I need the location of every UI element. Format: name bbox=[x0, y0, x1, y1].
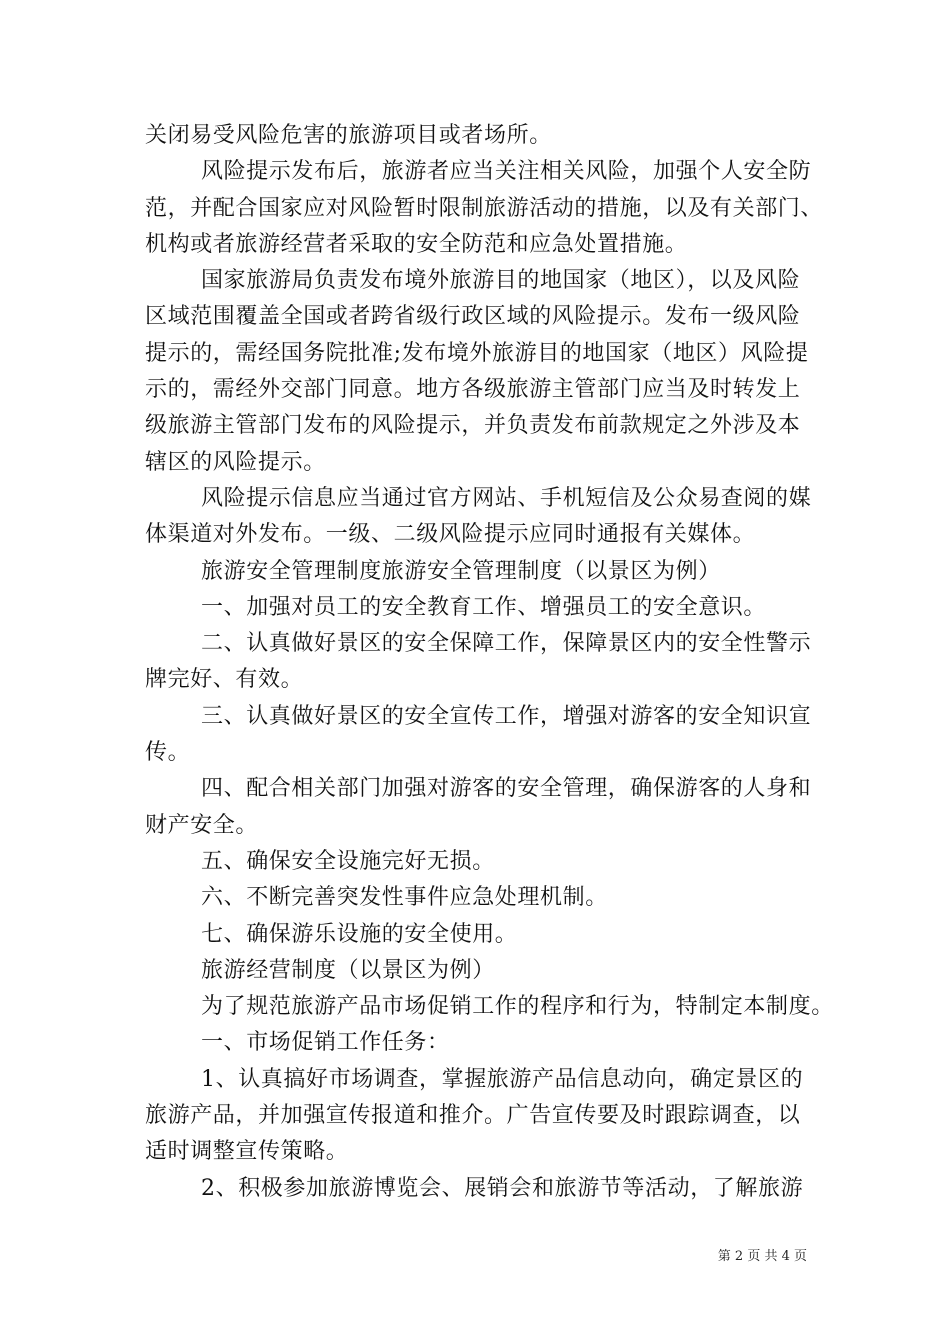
text-line: 关闭易受风险危害的旅游项目或者场所。 bbox=[145, 123, 552, 148]
document-body bbox=[145, 118, 834, 1207]
text-line: 二、认真做好景区的安全保障工作，保障景区内的安全性警示 bbox=[201, 631, 812, 657]
text-line: 级旅游主管部门发布的风险提示，并负责发布前款规定之外涉及本 bbox=[145, 413, 801, 439]
text-line: 六、不断完善突发性事件应急处理机制。 bbox=[201, 885, 608, 911]
text-line: 区域范围覆盖全国或者跨省级行政区域的风险提示。发布一级风险 bbox=[145, 304, 801, 330]
text-line: 五、确保安全设施完好无损。 bbox=[201, 848, 495, 874]
text-line: 适时调整宣传策略。 bbox=[145, 1139, 349, 1165]
text-line: 风险提示发布后，旅游者应当关注相关风险，加强个人安全防 bbox=[201, 159, 812, 185]
text-line: 财产安全。 bbox=[145, 812, 259, 838]
text-line: 范，并配合国家应对风险暂时限制旅游活动的措施，以及有关部门、 bbox=[145, 195, 824, 221]
text-line: 一、加强对员工的安全教育工作、增强员工的安全意识。 bbox=[201, 594, 767, 620]
text-line: 七、确保游乐设施的安全使用。 bbox=[201, 921, 518, 947]
text-line: 1、认真搞好市场调查，掌握旅游产品信息动向，确定景区的 bbox=[201, 1066, 804, 1092]
text-line: 三、认真做好景区的安全宣传工作，增强对游客的安全知识宣 bbox=[201, 703, 812, 729]
text-line: 机构或者旅游经营者采取的安全防范和应急处置措施。 bbox=[145, 231, 688, 257]
text-line: 传。 bbox=[145, 740, 191, 766]
text-line: 旅游产品，并加强宣传报道和推介。广告宣传要及时跟踪调查，以 bbox=[145, 1103, 801, 1129]
text-line: 四、配合相关部门加强对游客的安全管理，确保游客的人身和 bbox=[201, 776, 812, 802]
text-line: 提示的，需经国务院批准;发布境外旅游目的地国家（地区）风险提 bbox=[145, 340, 809, 366]
text-line: 牌完好、有效。 bbox=[145, 667, 304, 693]
text-line: 2、积极参加旅游博览会、展销会和旅游节等活动，了解旅游 bbox=[201, 1175, 804, 1201]
text-line: 风险提示信息应当通过官方网站、手机短信及公众易查阅的媒 bbox=[201, 485, 812, 511]
text-line: 旅游安全管理制度旅游安全管理制度（以景区为例） bbox=[201, 558, 721, 584]
text-line: 一、市场促销工作任务： bbox=[201, 1030, 450, 1056]
text-line: 体渠道对外发布。一级、二级风险提示应同时通报有关媒体。 bbox=[145, 522, 756, 548]
text-line: 旅游经营制度（以景区为例） bbox=[201, 957, 495, 983]
page-number-footer: 第 2 页 共 4 页 bbox=[717, 1249, 807, 1264]
text-line: 为了规范旅游产品市场促销工作的程序和行为，特制定本制度。 bbox=[201, 994, 834, 1020]
text-line: 辖区的风险提示。 bbox=[145, 449, 326, 475]
text-line: 国家旅游局负责发布境外旅游目的地国家（地区），以及风险 bbox=[201, 268, 801, 294]
text-line: 示的，需经外交部门同意。地方各级旅游主管部门应当及时转发上 bbox=[145, 377, 801, 403]
